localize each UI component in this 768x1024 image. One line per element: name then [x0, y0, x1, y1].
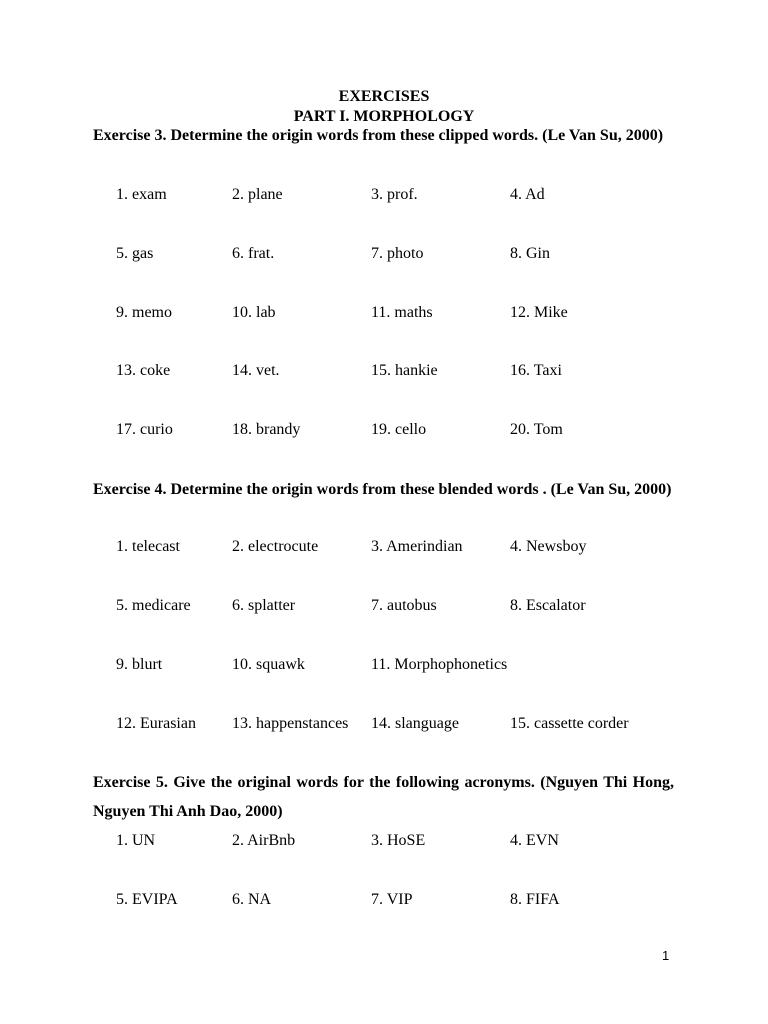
exercise-3-row [0, 184, 768, 206]
part-title: PART I. MORPHOLOGY [293, 108, 475, 125]
list-item: 19. cello [371, 421, 427, 438]
exercise-4-row [0, 595, 768, 617]
list-item: 6. frat. [232, 245, 275, 262]
list-item: 5. gas [116, 245, 154, 262]
exercise-5-row [0, 830, 768, 852]
list-item: 8. Escalator [510, 597, 586, 614]
list-item: 12. Eurasian [116, 715, 196, 732]
page-number: 1 [662, 948, 670, 963]
list-item: 3. prof. [371, 186, 418, 203]
list-item: 18. brandy [232, 421, 301, 438]
exercise-4-row [0, 713, 768, 735]
list-item: 8. Gin [510, 245, 550, 262]
list-item: 3. Amerindian [371, 538, 463, 555]
list-item: 1. UN [116, 832, 156, 849]
list-item: 14. slanguage [371, 715, 459, 732]
list-item: 8. FIFA [510, 891, 560, 908]
exercise-5-heading: Exercise 5. Give the original words for the following acronyms. (Nguyen Thi Hong, Nguyen Thi Anh Dao, 2000) [93, 774, 674, 820]
exercise-3-row [0, 243, 768, 265]
exercise-4-heading: Exercise 4. Determine the origin words from these blended words . (Le Van Su, 2000) [93, 481, 672, 498]
list-item: 11. maths [371, 304, 433, 321]
list-item: 4. Newsboy [510, 538, 587, 555]
list-item: 15. hankie [371, 362, 438, 379]
exercise-3-heading: Exercise 3. Determine the origin words from these clipped words. (Le Van Su, 2000) [93, 127, 664, 144]
list-item: 7. photo [371, 245, 424, 262]
list-item: 20. Tom [510, 421, 563, 438]
list-item: 7. VIP [371, 891, 413, 908]
list-item: 2. AirBnb [232, 832, 296, 849]
exercise-3-row [0, 419, 768, 441]
list-item: 1. exam [116, 186, 167, 203]
exercise-4-row [0, 536, 768, 558]
list-item: 10. squawk [232, 656, 305, 673]
list-item: 16. Taxi [510, 362, 562, 379]
list-item: 2. electrocute [232, 538, 319, 555]
exercise-3-row [0, 302, 768, 324]
list-item: 17. curio [116, 421, 173, 438]
list-item: 2. plane [232, 186, 283, 203]
exercise-4-row [0, 654, 768, 676]
list-item: 4. Ad [510, 186, 545, 203]
document-title: EXERCISES [338, 88, 430, 105]
list-item: 11. Morphophonetics [371, 656, 508, 673]
list-item: 5. EVIPA [116, 891, 178, 908]
list-item: 6. NA [232, 891, 272, 908]
exercise-5-row [0, 889, 768, 911]
exercise-3-row [0, 360, 768, 382]
list-item: 7. autobus [371, 597, 437, 614]
list-item: 13. happenstances [232, 715, 349, 732]
list-item: 4. EVN [510, 832, 559, 849]
list-item: 9. blurt [116, 656, 163, 673]
list-item: 13. coke [116, 362, 171, 379]
list-item: 12. Mike [510, 304, 568, 321]
list-item: 3. HoSE [371, 832, 426, 849]
list-item: 1. telecast [116, 538, 180, 555]
list-item: 9. memo [116, 304, 172, 321]
list-item: 10. lab [232, 304, 276, 321]
list-item: 14. vet. [232, 362, 280, 379]
list-item: 15. cassette corder [510, 715, 629, 732]
list-item: 5. medicare [116, 597, 191, 614]
list-item: 6. splatter [232, 597, 296, 614]
